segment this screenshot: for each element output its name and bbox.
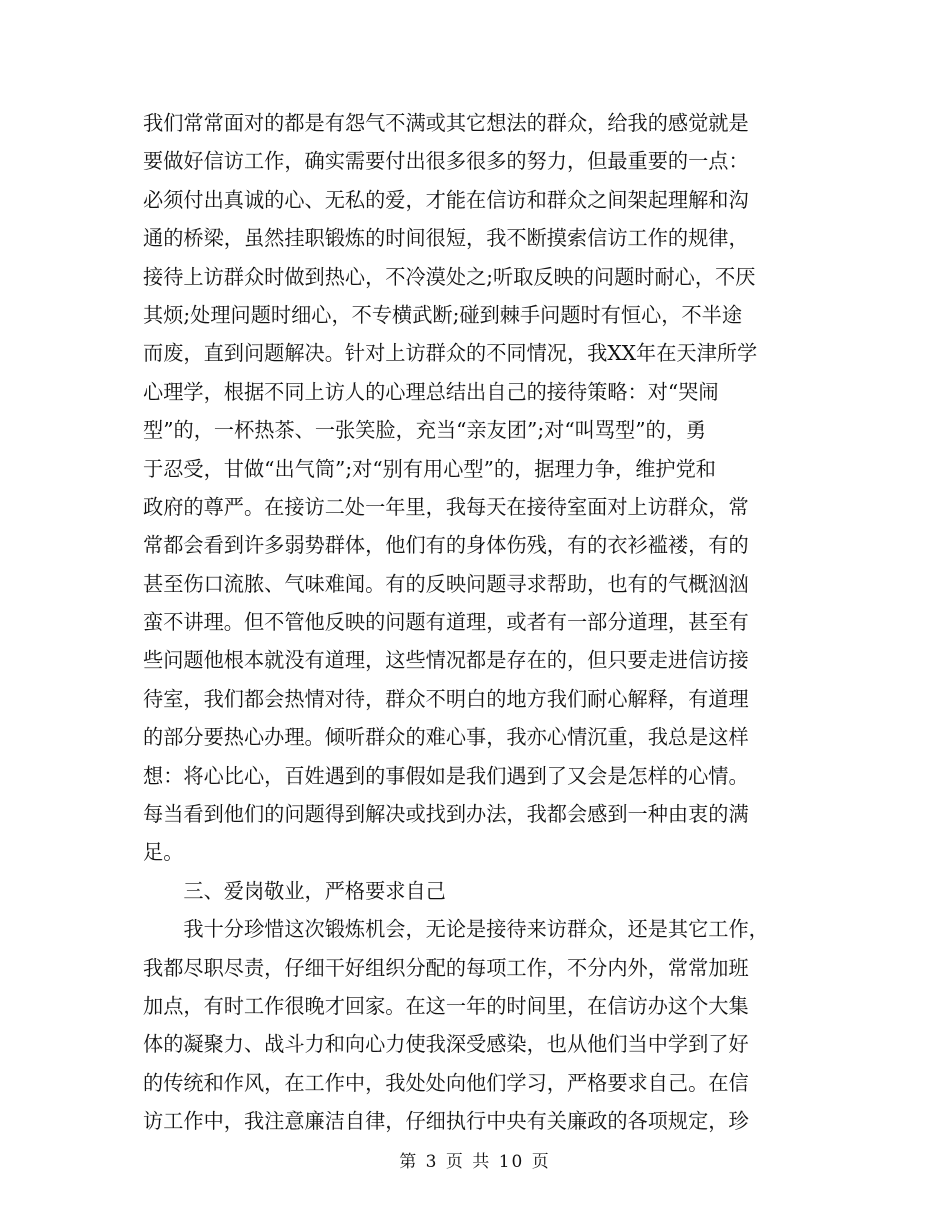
document-body: [143, 104, 811, 1141]
text-line-5: 接待上访群众时做到热心，不冷漠处之;听取反映的问题时耐心，不厌: [143, 264, 756, 289]
text-line-3: 必须付出真诚的心、无私的爱，才能在信访和群众之间架起理解和沟: [143, 187, 749, 212]
text-line-16: 待室，我们都会热情对待，群众不明白的地方我们耐心解释，有道理: [143, 686, 749, 711]
text-line-4: 通的桥梁，虽然挂职锻炼的时间很短，我不断摸索信访工作的规律，: [143, 226, 749, 251]
text-line-1: 我们常常面对的都是有怨气不满或其它想法的群众，给我的感觉就是: [143, 111, 749, 135]
section-heading: 三、爱岗敬业，严格要求自己: [143, 878, 446, 903]
text-line-2: 要做好信访工作，确实需要付出很多很多的努力，但最重要的一点：: [143, 149, 749, 174]
text-line-9: 型”的，一杯热茶、一张笑脸，充当“亲友团”;对“叫骂型”的，勇: [143, 418, 707, 443]
text-line-20: 足。: [143, 840, 184, 865]
text-line-13: 甚至伤口流脓、气味难闻。有的反映问题寻求帮助，也有的气概汹汹: [143, 571, 749, 596]
text-line-10: 于忍受，甘做“出气筒”;对“别有用心型”的，据理力争，维护党和: [143, 456, 716, 481]
text-line-22: 我十分珍惜这次锻炼机会，无论是接待来访群众，还是其它工作，: [143, 917, 769, 942]
text-line-12: 常都会看到许多弱势群体，他们有的身体伤残，有的衣衫褴褛，有的: [143, 533, 749, 558]
text-line-23: 我都尽职尽责，仔细干好组织分配的每项工作，不分内外，常常加班: [143, 955, 749, 980]
text-line-17: 的部分要热心办理。倾听群众的难心事，我亦心情沉重，我总是这样: [143, 725, 749, 750]
text-line-7: 而废，直到问题解决。针对上访群众的不同情况，我XX年在天津所学: [143, 341, 758, 366]
text-line-27: 访工作中，我注意廉洁自律，仔细执行中央有关廉政的各项规定，珍: [143, 1109, 749, 1134]
text-line-18: 想：将心比心，百姓遇到的事假如是我们遇到了又会是怎样的心情。: [143, 763, 749, 788]
text-line-24: 加点，有时工作很晚才回家。在这一年的时间里，在信访办这个大集: [143, 993, 749, 1018]
text-line-6: 其烦;处理问题时细心，不专横武断;碰到棘手问题时有恒心，不半途: [143, 302, 743, 327]
text-line-25: 体的凝聚力、战斗力和向心力使我深受感染，也从他们当中学到了好: [143, 1032, 749, 1057]
text-line-11: 政府的尊严。在接访二处一年里，我每天在接待室面对上访群众，常: [143, 494, 749, 519]
text-line-19: 每当看到他们的问题得到解决或找到办法，我都会感到一种由衷的满: [143, 802, 749, 827]
text-line-26: 的传统和作风，在工作中，我处处向他们学习，严格要求自己。在信: [143, 1070, 749, 1095]
text-line-15: 些问题他根本就没有道理，这些情况都是存在的，但只要走进信访接: [143, 648, 749, 673]
page-number-footer: 第 3 页 共 10 页: [399, 1152, 551, 1172]
text-line-8: 心理学，根据不同上访人的心理总结出自己的接待策略：对“哭闹: [143, 379, 719, 404]
text-line-14: 蛮不讲理。但不管他反映的问题有道理，或者有一部分道理，甚至有: [143, 610, 749, 635]
